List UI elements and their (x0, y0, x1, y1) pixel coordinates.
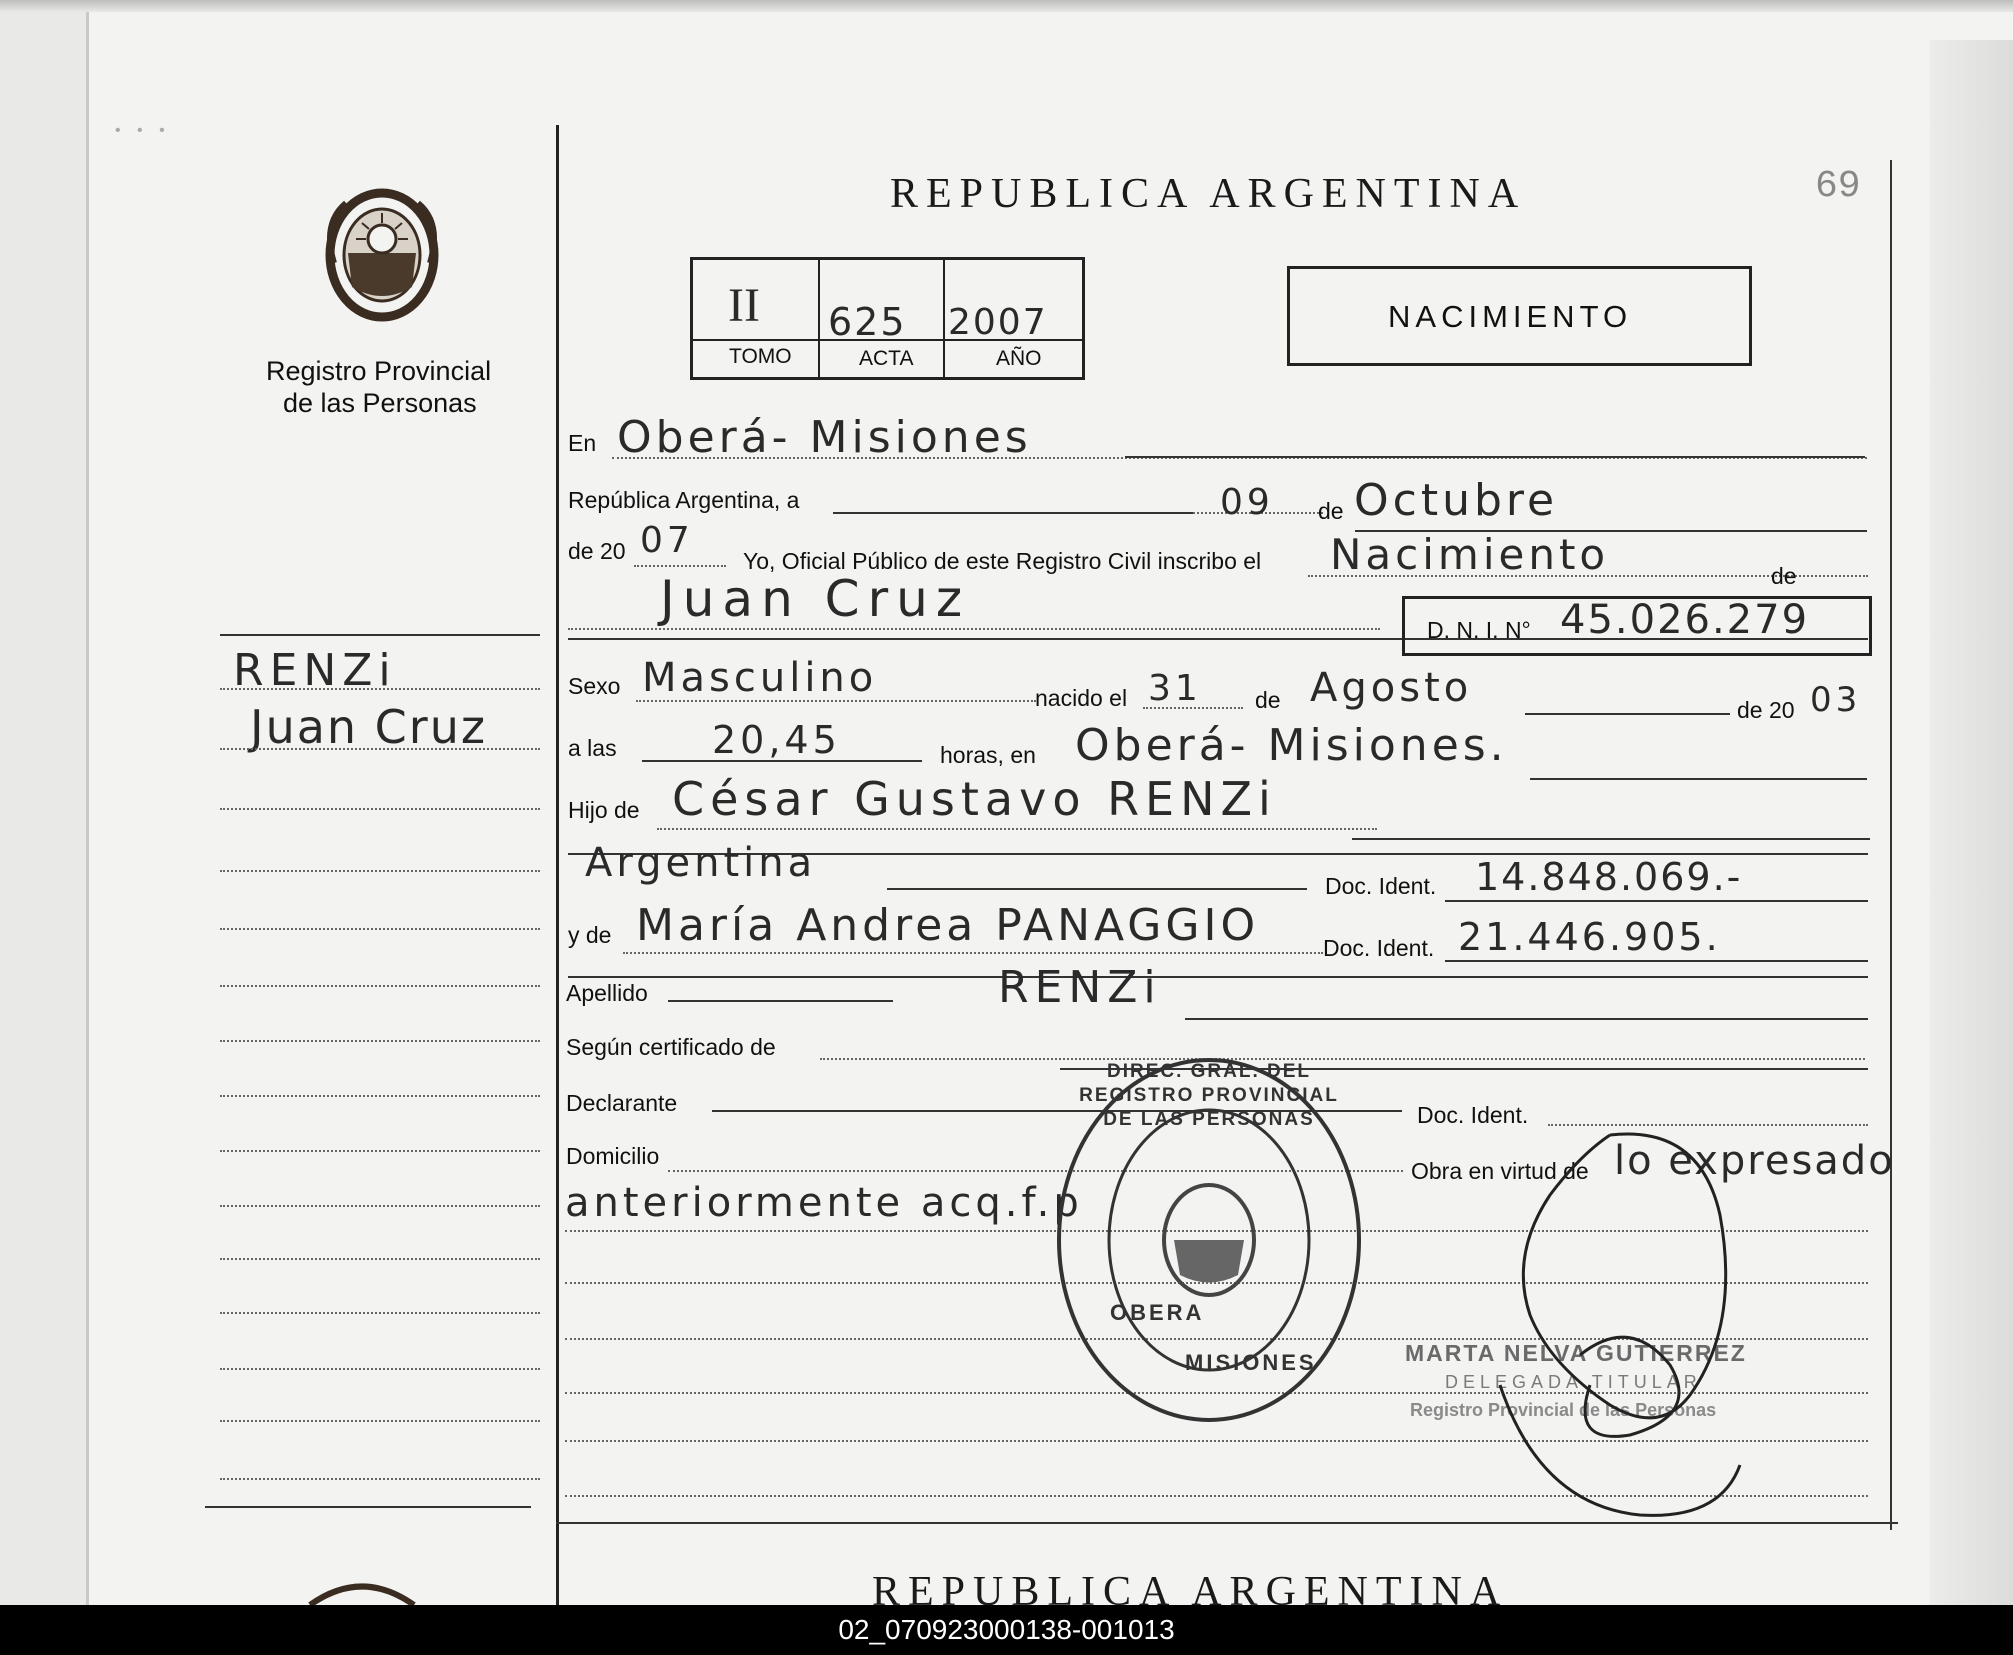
dni-box (1402, 596, 1872, 656)
stamp-ring-text: DIREC. GRAL. DEL REGISTRO PROVINCIAL DE LAS PERSONAS (1079, 1061, 1339, 1130)
birth-day: 31 (1148, 668, 1202, 709)
continuation-text: anteriormente acq.f.p (565, 1180, 1083, 1226)
official-office: Registro Provincial de las Personas (1410, 1400, 1717, 1420)
next-seal-logo (302, 1582, 422, 1605)
stamp-city: OBERA (1110, 1300, 1205, 1325)
yde-label: y de (568, 922, 612, 948)
signature-scribble (1490, 1125, 1750, 1525)
birth-place: Oberá- Misiones. (1075, 720, 1508, 771)
registry-box (690, 257, 1085, 380)
birth-year-suffix: 03 (1810, 680, 1862, 720)
dni-label: D. N. I. N° (1427, 617, 1531, 643)
oficial-text: Yo, Oficial Público de este Registro Civil inscribo el (743, 548, 1262, 574)
obra-label: Obra en virtud de (1411, 1158, 1589, 1184)
registry-name-line1: Registro Provincial (266, 356, 492, 386)
obra-value: lo expresado (1614, 1138, 1895, 1184)
horas-label: horas, en (940, 742, 1036, 768)
sexo-value: Masculino (642, 655, 878, 701)
republica-label: República Argentina, a (568, 487, 800, 513)
year-suffix: 07 (640, 520, 694, 561)
month-de-label: de (1318, 498, 1344, 524)
nacido-label: nacido el (1035, 685, 1128, 711)
registry-name-line2: de las Personas (283, 388, 477, 418)
father-doc-label: Doc. Ident. (1325, 873, 1437, 899)
official-stamp (1050, 1050, 1368, 1430)
country-title: REPUBLICA ARGENTINA (890, 171, 1527, 217)
apellido-value: RENZi (998, 962, 1162, 1013)
stamp-province: MISIONES (1185, 1350, 1317, 1375)
mother-doc-label: Doc. Ident. (1323, 935, 1435, 961)
official-name: MARTA NELVA GUTIERREZ (1405, 1340, 1747, 1366)
segun-label: Según certificado de (566, 1034, 776, 1060)
apellido-label: Apellido (566, 980, 648, 1006)
sexo-label: Sexo (568, 673, 621, 699)
alas-label: a las (568, 735, 617, 761)
next-record-title: REPUBLICA ARGENTINA (872, 1569, 1509, 1605)
birth-de20-label: de 20 (1737, 697, 1795, 723)
birth-time: 20,45 (712, 718, 841, 762)
dni-value: 45.026.279 (1560, 597, 1810, 643)
tomo-value: II (728, 279, 760, 332)
month: Octubre (1354, 475, 1559, 526)
margin-top-rule (220, 634, 540, 636)
corner-marks: • • • (115, 122, 171, 139)
father-name: César Gustavo RENZi (672, 772, 1277, 826)
provincial-seal-logo (316, 183, 448, 328)
father-nationality: Argentina (585, 840, 817, 886)
father-doc: 14.848.069.- (1475, 855, 1743, 899)
footer-id: 02_070923000138-001013 (0, 1605, 2013, 1655)
de20-label: de 20 (568, 538, 626, 564)
tomo-label: TOMO (729, 345, 792, 368)
anio-label: AÑO (996, 347, 1042, 370)
child-name: Juan Cruz (660, 570, 971, 628)
official-title: DELEGADA TITULAR (1445, 1372, 1702, 1392)
record-type-box (1287, 266, 1752, 366)
place: Oberá- Misiones (617, 412, 1032, 463)
declarante-label: Declarante (566, 1090, 678, 1116)
top-shadow (0, 0, 2013, 12)
birth-de-label: de (1255, 687, 1281, 713)
mother-doc: 21.446.905. (1458, 915, 1721, 959)
de-right-label: de (1771, 563, 1797, 589)
domicilio-label: Domicilio (566, 1143, 660, 1169)
right-border (1890, 160, 1892, 1530)
margin-surname: RENZi (233, 645, 397, 696)
page-curl-shadow (1930, 40, 2013, 1605)
inscription-type: Nacimiento (1330, 530, 1610, 579)
page-edge (86, 8, 89, 1605)
declarante-doc-label: Doc. Ident. (1417, 1102, 1529, 1128)
day: 09 (1220, 482, 1274, 523)
page-number: 69 (1815, 165, 1861, 208)
anio-value: 2007 (948, 302, 1048, 343)
margin-bottom-rule (205, 1506, 531, 1508)
margin-given: Juan Cruz (250, 700, 488, 754)
en-label: En (568, 430, 597, 456)
column-divider (556, 125, 559, 1605)
mother-name: María Andrea PANAGGIO (636, 900, 1260, 951)
acta-value: 625 (828, 300, 907, 344)
hijo-label: Hijo de (568, 797, 640, 823)
acta-label: ACTA (859, 347, 914, 370)
birth-month: Agosto (1310, 665, 1473, 711)
record-type: NACIMIENTO (1388, 299, 1633, 334)
